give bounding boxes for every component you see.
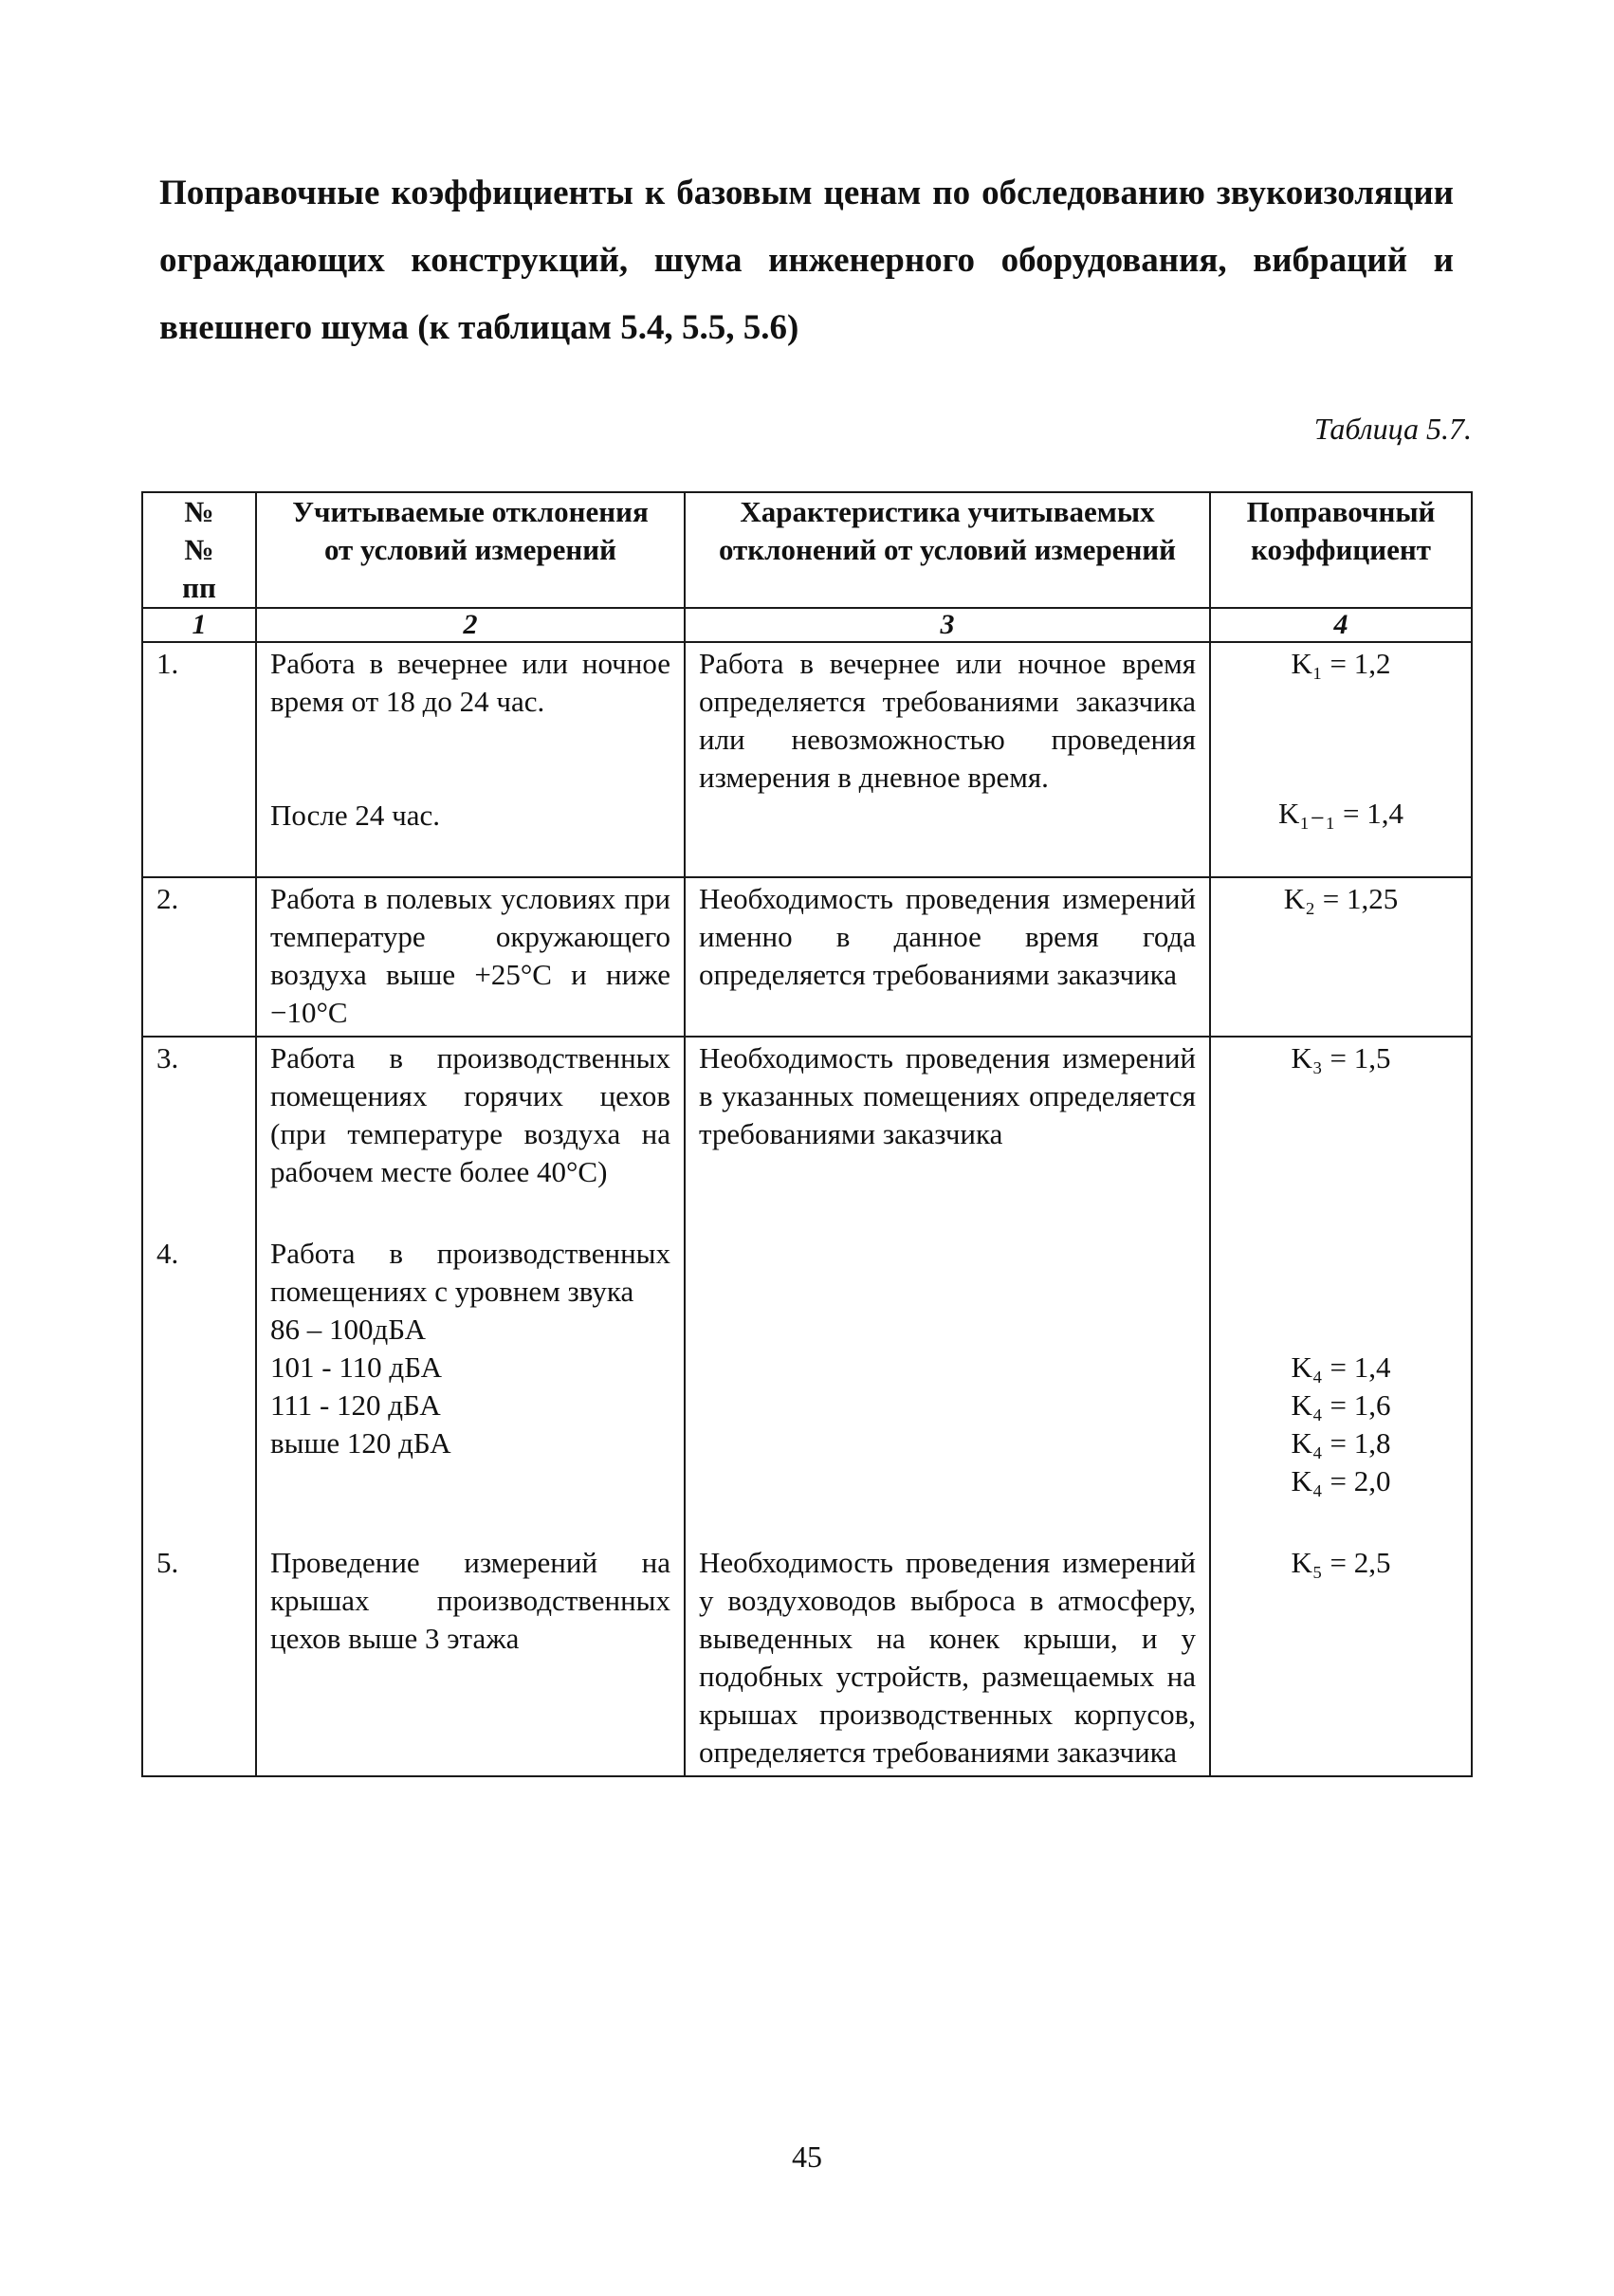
table-body xyxy=(142,642,1472,1776)
header-deviation-label: Учитываемые отклонения от условий измерений xyxy=(292,495,649,566)
table-row xyxy=(142,1037,1472,1233)
row-coefficient xyxy=(1210,642,1472,877)
header-characteristic xyxy=(685,492,1210,608)
column-number-row xyxy=(142,608,1472,642)
header-deviation xyxy=(256,492,685,608)
header-characteristic-label: Характеристика учитываемых отклонений от условий измерений xyxy=(718,495,1177,566)
row-characteristic: Необходимость проведения измерений у воздуховодов выброса в атмосферу, выведенных на конек крыши, и у подобных устройств, размещаемых на крышах производственных корпусов, определяется требованиями заказчика xyxy=(685,1542,1210,1776)
row-coefficient: K₃ = 1,5 xyxy=(1210,1037,1472,1233)
table-header xyxy=(142,492,1472,642)
column-number-4: 4 xyxy=(1210,608,1472,642)
row-number: 5. xyxy=(142,1542,256,1776)
deviation-text: Работа в вечернее или ночное время от 18 до 24 час. xyxy=(270,647,670,718)
row-characteristic xyxy=(685,1233,1210,1542)
header-coefficient xyxy=(1210,492,1472,608)
sound-level: 101 - 110 дБА xyxy=(270,1350,442,1384)
row-deviation xyxy=(256,642,685,877)
coefficient-value: K₁ = 1,2 xyxy=(1291,647,1391,680)
header-number xyxy=(142,492,256,608)
coefficient-extra-value: K₁₋₁ = 1,4 xyxy=(1277,797,1404,830)
row-deviation: Проведение измерений на крышах производственных цехов выше 3 этажа xyxy=(256,1542,685,1776)
row-number: 2. xyxy=(142,877,256,1037)
coefficient-value: K₄ = 1,8 xyxy=(1291,1426,1391,1460)
header-row xyxy=(142,492,1472,608)
table-row xyxy=(142,1233,1472,1542)
column-number-3: 3 xyxy=(685,608,1210,642)
page-number: 45 xyxy=(792,2140,822,2174)
header-number-label: №№ пп xyxy=(182,495,216,604)
header-coefficient-label: Поправочный коэффициент xyxy=(1246,495,1436,566)
correction-coefficients-table xyxy=(141,491,1473,1777)
row-deviation: Работа в полевых условиях при температуре окружающего воздуха выше +25°С и ниже −10°С xyxy=(256,877,685,1037)
table-caption: Таблица 5.7. xyxy=(1313,412,1472,446)
deviation-text: Работа в производственных помещениях с уровнем звука xyxy=(270,1237,670,1308)
row-characteristic: Работа в вечернее или ночное время определяется требованиями заказчика или невозможностью проведения измерения в дневное время. xyxy=(685,642,1210,877)
page-title: Поправочные коэффициенты к базовым ценам по обследованию звукоизоляции ограждающих конструкций, шума инженерного оборудования, вибраций и внешнего шума (к таблицам 5.4, 5.5, 5.6) xyxy=(159,174,1454,347)
row-coefficient xyxy=(1210,1233,1472,1542)
table-row xyxy=(142,642,1472,877)
sound-level: 86 – 100дБА xyxy=(270,1313,427,1346)
row-deviation xyxy=(256,1037,685,1233)
row-coefficient: K₅ = 2,5 xyxy=(1210,1542,1472,1776)
row-number: 3. xyxy=(142,1037,256,1233)
coefficient-value: K₄ = 2,0 xyxy=(1291,1464,1391,1497)
row-deviation xyxy=(256,1233,685,1542)
row-characteristic: Необходимость проведения измерений именно в данное время года определяется требованиями заказчика xyxy=(685,877,1210,1037)
table-row xyxy=(142,877,1472,1037)
row-number: 1. xyxy=(142,642,256,877)
row-characteristic: Необходимость проведения измерений в указанных помещениях определяется требованиями заказчика xyxy=(685,1037,1210,1233)
row-coefficient: K₂ = 1,25 xyxy=(1210,877,1472,1037)
row-number: 4. xyxy=(142,1233,256,1542)
coefficient-value: K₄ = 1,4 xyxy=(1291,1350,1391,1384)
table-row xyxy=(142,1542,1472,1776)
deviation-text: Работа в производственных помещениях горячих цехов (при температуре воздуха на рабочем месте более 40°С) xyxy=(270,1041,670,1188)
sound-level: выше 120 дБА xyxy=(270,1426,451,1460)
column-number-1: 1 xyxy=(142,608,256,642)
column-number-2: 2 xyxy=(256,608,685,642)
sound-level: 111 - 120 дБА xyxy=(270,1388,441,1422)
deviation-extra-text: После 24 час. xyxy=(270,799,441,832)
coefficient-value: K₄ = 1,6 xyxy=(1291,1388,1391,1422)
